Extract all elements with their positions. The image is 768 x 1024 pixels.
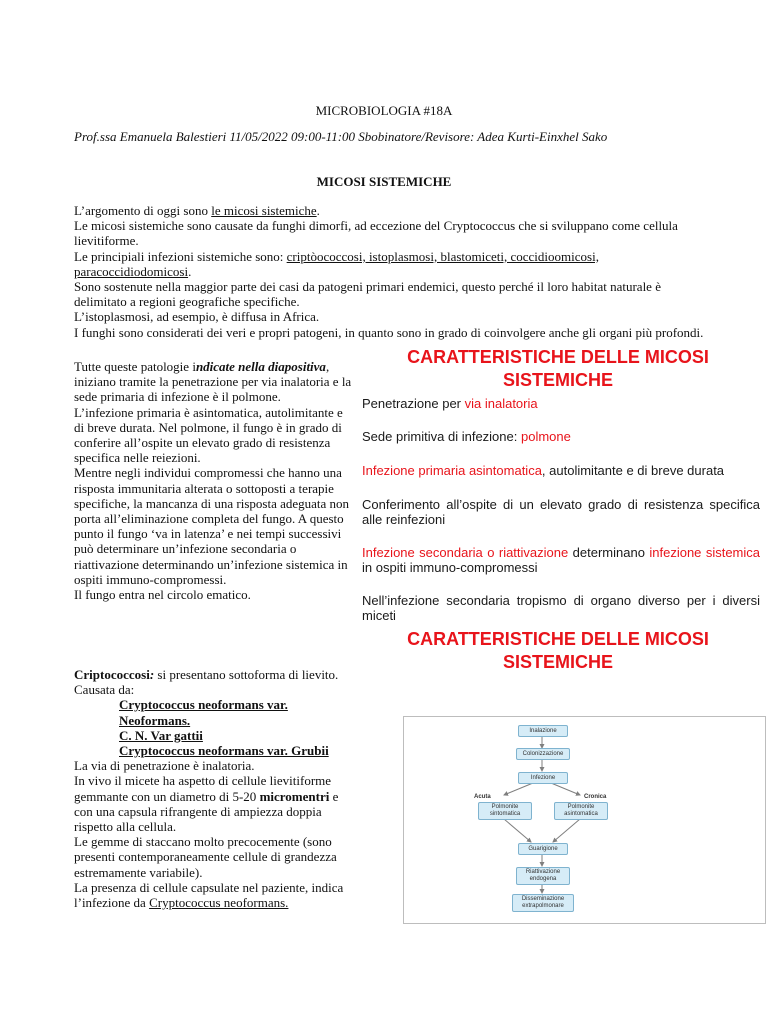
flow-node-guarigione: Guarigione xyxy=(518,843,568,855)
intro-p2: Le micosi sistemiche sono causate da funghi dimorfi, ad eccezione del Cryptococcus che si sviluppano come cellula lievitiforme. xyxy=(74,218,678,249)
left-p4: Il fungo entra nel circolo ematico. xyxy=(74,587,251,603)
flow-node-polmonite-asintomatica: Polmonite asintomatica xyxy=(554,802,608,820)
intro-link-micosi: le micosi sistemiche xyxy=(211,203,317,218)
flow-arrows xyxy=(404,717,765,923)
slide2-title: CARATTERISTICHE DELLE MICOSI SISTEMICHE xyxy=(407,629,709,672)
intro-section xyxy=(74,203,704,340)
left-p1: Tutte queste patologie indicate nella diapositiva, iniziano tramite la penetrazione per via inalatoria e la sede primaria di infezione è il polmone. xyxy=(74,359,352,405)
crypto-p1: La via di penetrazione è inalatoria. xyxy=(74,758,255,774)
crypto-p4: La presenza di cellule capsulate nel paziente, indica l’infezione da Cryptococcus neoformans. xyxy=(74,879,344,911)
species-item: C. N. Var gattii xyxy=(119,727,203,743)
lesson-topic: MICOSI SISTEMICHE xyxy=(316,174,452,189)
intro-p3: Le principiali infezioni sistemiche sono: criptòococcosi, istoplasmosi, blastomiceti, coccidioomicosi, paracoccidiodomicosi. xyxy=(74,248,599,279)
intro-p4: Sono sostenute nella maggior parte dei casi da patogeni primari endemici, questo perché il loro habitat naturale è delimitato a regioni geografiche specifiche. xyxy=(74,279,661,310)
intro-infection-list: criptòococcosi, istoplasmosi, blastomiceti, coccidioomicosi, paracoccidiodomicosi xyxy=(74,248,599,279)
criptococcosi-section xyxy=(74,667,356,910)
crypto-p3: Le gemme di staccano molto precocemente (sono presenti contemporaneamente cellule di grandezza estremamente variabile). xyxy=(74,834,337,880)
crypto-p2: In vivo il micete ha aspetto di cellule lievitiforme gemmante con un diametro di 5-20 micromentri e con una capsula rifrangente di ampiezza doppia rispetto alla cellula. xyxy=(74,773,339,835)
slide1-item-infezione-secondaria: Infezione secondaria o riattivazione determinano infezione sistemica in ospiti immuno-compromessi xyxy=(362,545,760,575)
flow-node-colonizzazione: Colonizzazione xyxy=(516,748,570,760)
flow-node-riattivazione: Riattivazione endogena xyxy=(516,867,570,885)
left-p2: L’infezione primaria è asintomatica, autolimitante e di breve durata. Nel polmone, il fungo è in grado di conferire all’ospite un elevato grado di resistenza specifica nelle reiezioni. xyxy=(74,404,343,466)
authors-line: Prof.ssa Emanuela Balestieri 11/05/2022 09:00-11:00 Sbobinatore/Revisore: Adea Kurti-Einxhel Sako xyxy=(74,129,608,144)
document-title: MICROBIOLOGIA #18A xyxy=(315,103,453,118)
caused-by-label: Causata da: xyxy=(74,682,135,698)
species-item: Cryptococcus neoformans var. Grubii xyxy=(119,743,329,759)
criptococcosi-heading: Criptococcosi: si presentano sottoforma di lievito. xyxy=(74,667,339,682)
flow-label-acuta: Acuta xyxy=(474,794,491,800)
left-p3: Mentre negli individui compromessi che hanno una risposta immunitaria alterata o sottoposti a terapie specifiche, la mancanza di una risposta adeguata non porta all’eliminazione completa del fungo. A questo punto il fungo ‘va in latenza’ e nei tempi successivi può determinare un’infezione secondaria o riattivazione determinando un’infezione sistemica in ospiti immuno-compromessi. xyxy=(74,465,350,587)
slide1-item-infezione-primaria: Infezione primaria asintomatica, autolimitante e di breve durata xyxy=(362,463,725,478)
slide1-item-conferimento: Conferimento all’ospite di un elevato grado di resistenza specifica alle reinfezioni xyxy=(362,497,760,527)
intro-p6: I funghi sono considerati dei veri e propri patogeni, in quanto sono in grado di coinvolgere anche gli organi più profondi. xyxy=(74,324,704,340)
flow-node-inalazione: Inalazione xyxy=(518,725,568,737)
slide1-item-tropismo: Nell’infezione secondaria tropismo di organo diverso per i diversi miceti xyxy=(362,593,760,623)
species-item: Cryptococcus neoformans var. Neoformans. xyxy=(119,697,288,728)
left-column-text xyxy=(74,359,356,602)
flow-node-disseminazione: Disseminazione extrapolmonare xyxy=(512,894,574,912)
flow-node-infezione: Infezione xyxy=(518,772,568,784)
slide1-item-sede: Sede primitiva di infezione: polmone xyxy=(362,429,571,444)
intro-p5: L’istoplasmosi, ad esempio, è diffusa in Africa. xyxy=(74,309,320,325)
infection-flow-diagram xyxy=(403,716,766,924)
slide1-title: CARATTERISTICHE DELLE MICOSI SISTEMICHE xyxy=(407,347,709,390)
intro-p1: L’argomento di oggi sono le micosi sistemiche. xyxy=(74,203,320,218)
slide1-item-penetrazione: Penetrazione per via inalatoria xyxy=(362,396,538,411)
flow-label-cronica: Cronica xyxy=(584,794,607,800)
flow-node-polmonite-sintomatica: Polmonite sintomatica xyxy=(478,802,532,820)
